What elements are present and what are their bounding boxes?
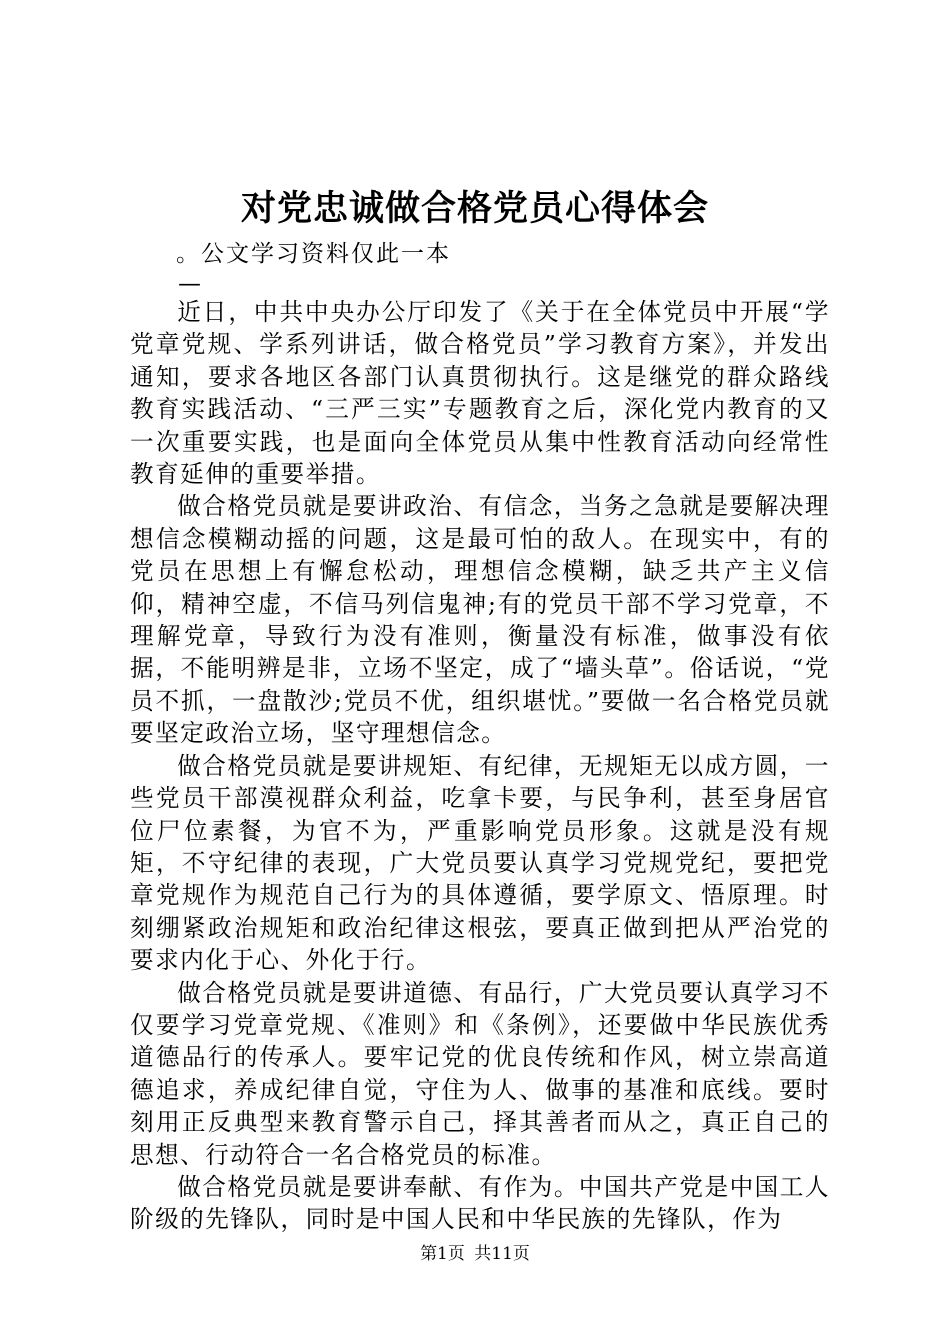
- page-number: 第1页: [420, 1244, 465, 1264]
- paragraph: 做合格党员就是要讲道德、有品行，广大党员要认真学习不仅要学习党章党规、《准则》和《条例》，还要做中华民族优秀道德品行的传承人。要牢记党的优良传统和作风，树立崇高道德追求，养成纪律自觉，守住为人、做事的基准和底线。要时刻用正反典型来教育警示自己，择其善者而从之，真正自己的思想、行动符合一名合格党员的标准。: [130, 978, 830, 1169]
- document-title: 对党忠诚做合格党员心得体会: [240, 188, 709, 229]
- page-total: 共11页: [474, 1244, 530, 1264]
- document-body: [130, 296, 830, 1236]
- paragraph: 做合格党员就是要讲政治、有信念，当务之急就是要解决理想信念模糊动摇的问题，这是最可怕的敌人。在现实中，有的党员在思想上有懈怠松动，理想信念模糊，缺乏共产主义信仰，精神空虚，不信马列信鬼神;有的党员干部不学习党章，不理解党章，导致行为没有准则，衡量没有标准，做事没有依据，不能明辨是非，立场不坚定，成了“墙头草”。俗话说，“党员不抓，一盘散沙;党员不优，组织堪忧。”要做一名合格党员就要坚定政治立场，坚守理想信念。: [130, 492, 830, 748]
- source-note: 。公文学习资料仅此一本: [176, 241, 451, 267]
- paragraph: 做合格党员就是要讲规矩、有纪律，无规矩无以成方圆，一些党员干部漠视群众利益，吃拿卡要，与民争利，甚至身居官位尸位素餐，为官不为，严重影响党员形象。这就是没有规矩，不守纪律的表现，广大党员要认真学习党规党纪，要把党章党规作为规范自己行为的具体遵循，要学原文、悟原理。时刻绷紧政治规矩和政治纪律这根弦，要真正做到把从严治党的要求内化于心、外化于行。: [130, 751, 830, 975]
- section-dash: —: [178, 271, 201, 297]
- paragraph: 做合格党员就是要讲奉献、有作为。中国共产党是中国工人阶级的先锋队，同时是中国人民和中华民族的先锋队，作为: [130, 1172, 830, 1234]
- page-footer: [0, 1242, 950, 1266]
- paragraph: 近日，中共中央办公厅印发了《关于在全体党员中开展“学党章党规、学系列讲话，做合格党员”学习教育方案》，并发出通知，要求各地区各部门认真贯彻执行。这是继党的群众路线教育实践活动、“三严三实”专题教育之后，深化党内教育的又一次重要实践，也是面向全体党员从集中性教育活动向经常性教育延伸的重要举措。: [130, 298, 830, 489]
